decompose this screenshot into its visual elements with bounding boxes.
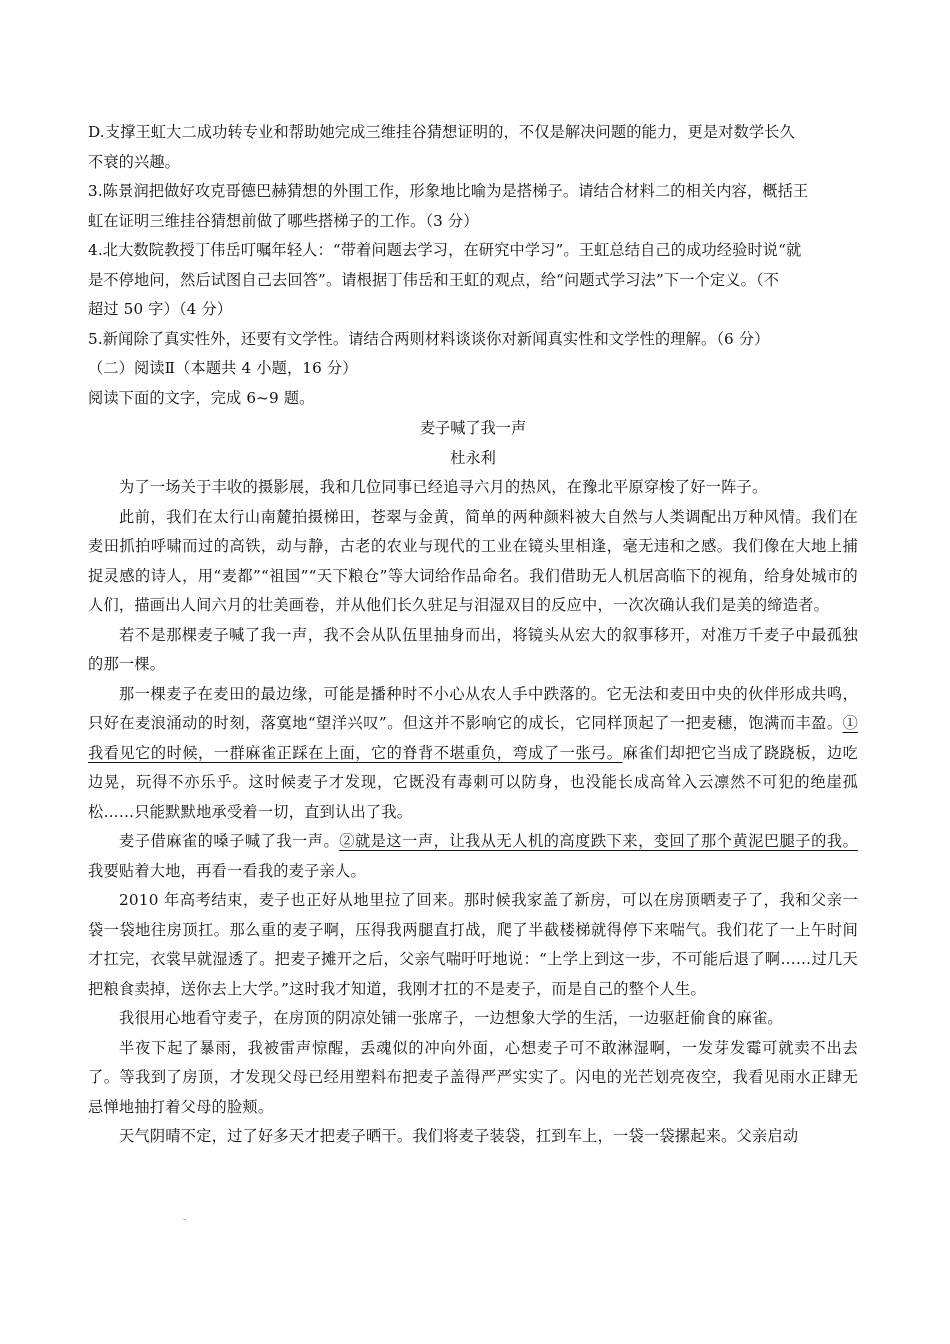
article-paragraph-1: 为了一场关于丰收的摄影展，我和几位同事已经追寻六月的热风，在豫北平原穿梭了好一阵子。: [119, 478, 768, 496]
footer-mark: -: [183, 1215, 187, 1225]
article-paragraph-5: [88, 827, 858, 886]
question-5-line-1: 5.新闻除了真实性外，还要有文学性。请结合两则材料谈谈你对新闻真实性和文学性的理解。（6 分）: [88, 329, 770, 348]
article-paragraph-3: 若不是那棵麦子喊了我一声，我不会从队伍里抽身而出，将镜头从宏大的叙事移开，对准万千麦子中最孤独的那一棵。: [88, 625, 858, 673]
paragraph-5-text-b: 我要贴着大地，再看一看我的麦子亲人。: [88, 861, 366, 880]
question-4-line-2: 是不停地问，然后试图自己去回答”。请根据丁伟岳和王虹的观点，给“问题式学习法”下一个定义。（不: [88, 270, 779, 289]
paragraph-4-text-b: 麻雀们却把它当成了跷跷板，边吃边晃，玩得不亦乐乎。这时候麦子才发现，它既没有毒刺可以防身，也没能长成高耸入云凛然不可犯的绝崖孤松……只能默默地承受着一切，直到认出了我。: [88, 743, 859, 821]
question-3-line-1: 3.陈景润把做好攻克哥德巴赫猜想的外围工作，形象地比喻为是搭梯子。请结合材料二的相关内容，概括王: [88, 182, 809, 200]
question-4-line-3: 超过 50 字）（4 分）: [88, 300, 233, 318]
article-paragraph-6: 2010 年高考结束，麦子也正好从地里拉了回来。那时候我家盖了新房，可以在房顶晒麦子了，我和父亲一袋一袋地往房顶扛。那么重的麦子啊，压得我两腿直打战，爬了半截楼梯就得停下来喘气。我们花了一上午时间才扛完，衣裳早就湿透了。把麦子摊开之后，父亲气喘吁吁地说：“上学上到这一步，不可能后退了啊……过几天把粮食卖掉，送你去上大学。”这时我才知道，我刚才扛的不是麦子，而是自己的整个人生。: [88, 891, 858, 998]
section-instruction: 阅读下面的文字，完成 6~9 题。: [88, 388, 315, 407]
underlined-sentence-1: ①我看见它的时候，一群麻雀正踩在上面，它的脊背不堪重负，弯成了一张弓。: [88, 714, 858, 762]
section-heading: （二）阅读Ⅱ（本题共 4 小题，16 分）: [88, 359, 358, 377]
underlined-sentence-2: ②就是这一声，让我从无人机的高度跌下来，变回了那个黄泥巴腿子的我。: [339, 832, 859, 850]
article-title: 麦子喊了我一声: [419, 419, 527, 437]
question-option-d-line-2: 不衰的兴趣。: [88, 152, 181, 171]
paragraph-4-text-a: 那一棵麦子在麦田的最边缘，可能是播种时不小心从农人手中跌落的。它无法和麦田中央的伙伴形成共鸣，只好在麦浪涌动的时刻，落寞地“望洋兴叹”。但这并不影响它的成长，它同样顶起了一把麦穗，饱满而丰盈。: [88, 684, 858, 732]
paragraph-5-text-a: 麦子借麻雀的嗓子喊了我一声。: [119, 832, 340, 850]
article-author: 杜永利: [450, 449, 496, 467]
article-paragraph-7: 我很用心地看守麦子，在房顶的阴凉处铺一张席子，一边想象大学的生活，一边驱赶偷食的麻雀。: [119, 1009, 783, 1027]
question-option-d-line-1: D.支撑王虹大二成功转专业和帮助她完成三维挂谷猜想证明的，不仅是解决问题的能力，更是对数学长久: [88, 123, 795, 141]
article-paragraph-4: [88, 680, 858, 828]
article-paragraph-9: 天气阴晴不定，过了好多天才把麦子晒干。我们将麦子装袋，扛到车上，一袋一袋摞起来。父亲启动: [119, 1127, 799, 1145]
question-3-line-2: 虹在证明三维挂谷猜想前做了哪些搭梯子的工作。（3 分）: [88, 211, 479, 230]
article-paragraph-2: 此前，我们在太行山南麓拍摄梯田，苍翠与金黄，简单的两种颜料被大自然与人类调配出万种风情。我们在麦田抓拍呼啸而过的高铁，动与静，古老的农业与现代的工业在镜头里相逢，毫无违和之感。我们像在大地上捕捉灵感的诗人，用“麦都”“祖国”“天下粮仓”等大词给作品命名。我们借助无人机居高临下的视角，给身处城市的人们，描画出人间六月的壮美画卷，并从他们长久驻足与泪湿双目的反应中，一次次确认我们是美的缔造者。: [88, 507, 858, 614]
question-4-line-1: 4.北大数院教授丁伟岳叮嘱年轻人：“带着问题去学习，在研究中学习”。王虹总结自己的成功经验时说“就: [88, 241, 802, 259]
exam-page: [88, 118, 858, 1152]
article-paragraph-8: 半夜下起了暴雨，我被雷声惊醒，丢魂似的冲向外面，心想麦子可不敢淋湿啊，一发芽发霉可就卖不出去了。等我到了房顶，才发现父母已经用塑料布把麦子盖得严严实实了。闪电的光芒划亮夜空，我看见雨水正肆无忌惮地抽打着父母的脸颊。: [88, 1038, 858, 1116]
